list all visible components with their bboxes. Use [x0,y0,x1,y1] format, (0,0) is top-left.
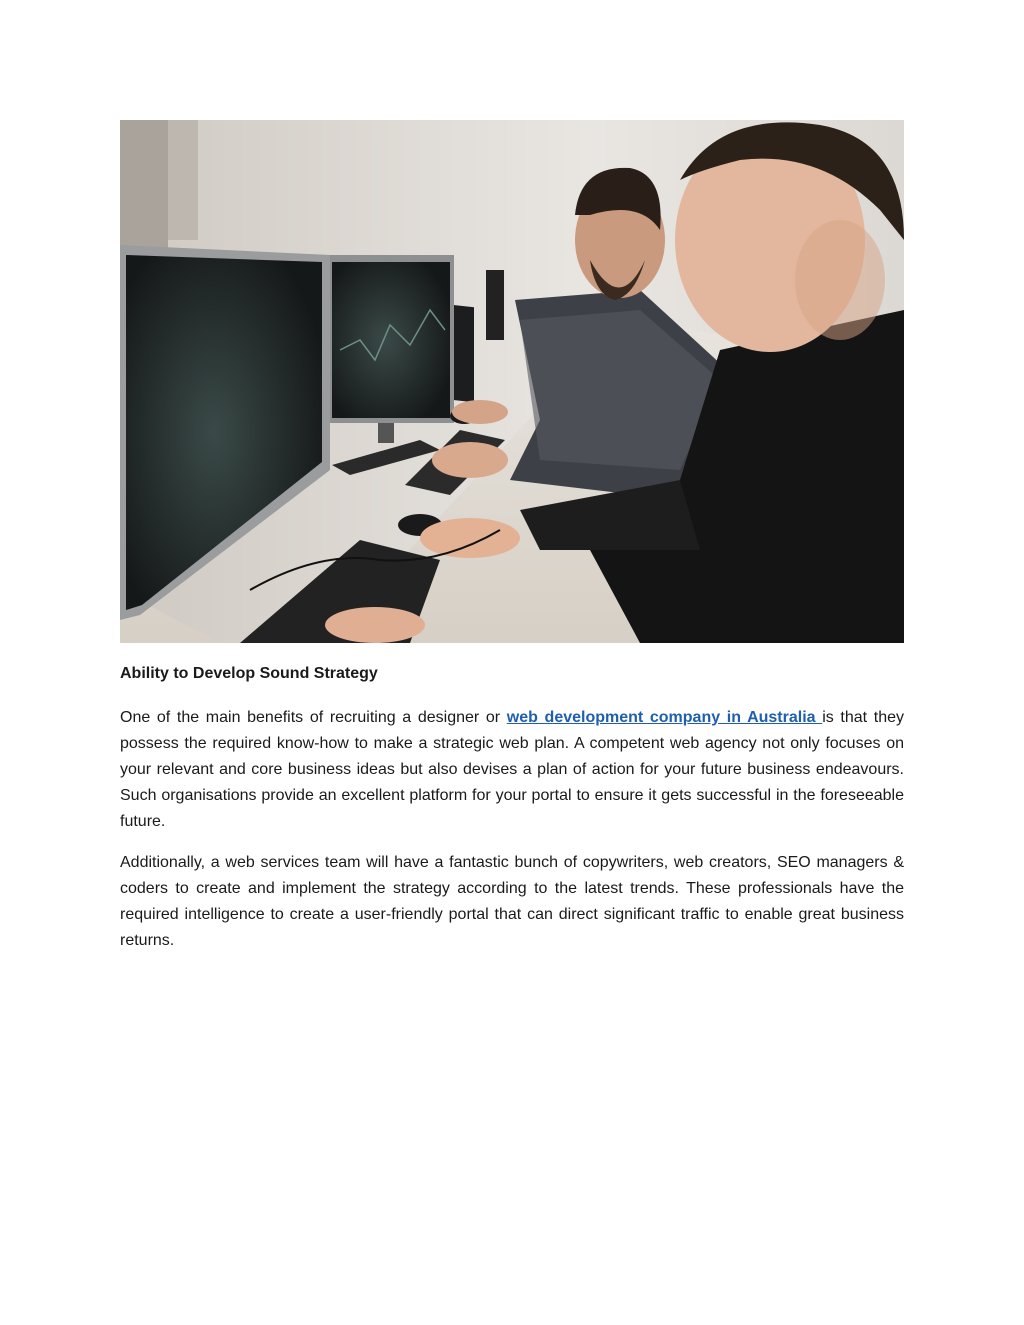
paragraph-1 [120,705,904,835]
office-photo [120,120,904,643]
paragraph-1-body: is that they possess the required know-how to make a strategic web plan. A competent web agency not only focuses on your relevant and core business ideas but also devises a plan of action for your future business endeavours. Such organisations provide an excellent platform for your portal to ensure it gets successful in the foreseeable future. [120,709,905,830]
web-development-link[interactable]: web development company in Australia [506,709,823,726]
paragraph-1-intro: One of the main benefits of recruiting a designer or [120,709,507,726]
section-heading: Ability to Develop Sound Strategy [120,665,378,682]
paragraph-2: Additionally, a web services team will have a fantastic bunch of copywriters, web creators, SEO managers & coders to create and implement the strategy according to the latest trends. These professionals have the required intelligence to create a user-friendly portal that can direct significant traffic to enable great business returns. [120,854,904,949]
